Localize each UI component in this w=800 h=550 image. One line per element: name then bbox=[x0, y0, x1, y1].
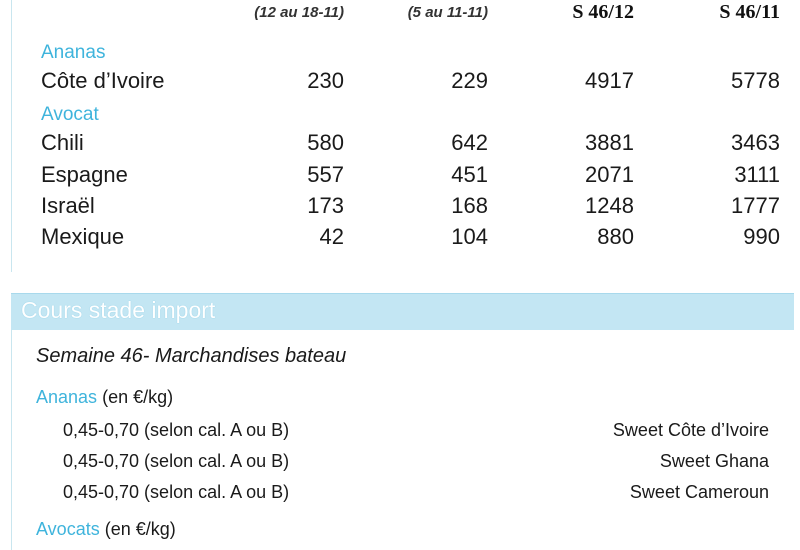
cell-value: 42 bbox=[319, 224, 344, 249]
table-row bbox=[0, 68, 800, 100]
price-category-ananas bbox=[36, 387, 173, 408]
cell-value: 5778 bbox=[731, 68, 780, 93]
row-origin: Espagne bbox=[41, 162, 128, 187]
price-row bbox=[0, 451, 800, 479]
price-range: 0,45-0,70 (selon cal. A ou B) bbox=[63, 420, 290, 440]
cell-value: 104 bbox=[451, 224, 488, 249]
category-unit: (en €/kg) bbox=[102, 387, 174, 407]
cell-value: 3463 bbox=[731, 130, 780, 155]
section-subtitle: Semaine 46- Marchandises bateau bbox=[36, 345, 347, 367]
price-category-avocats bbox=[36, 519, 176, 540]
price-origin: Sweet Cameroun bbox=[629, 482, 769, 502]
category-label: Ananas bbox=[36, 387, 98, 407]
row-origin: Mexique bbox=[41, 224, 125, 249]
cell-value: 229 bbox=[451, 68, 488, 93]
cell-value: 990 bbox=[743, 224, 780, 249]
col-header-week-current: (12 au 18-11) bbox=[254, 4, 344, 21]
table-row bbox=[0, 130, 800, 162]
category-avocat: Avocat bbox=[41, 104, 99, 125]
category-unit: (en €/kg) bbox=[104, 519, 176, 539]
cell-value: 451 bbox=[451, 162, 488, 187]
cell-value: 642 bbox=[451, 130, 488, 155]
table-row bbox=[0, 162, 800, 194]
cell-value: 4917 bbox=[585, 68, 634, 93]
cell-value: 3111 bbox=[734, 162, 780, 187]
price-origin: Sweet Côte d’Ivoire bbox=[612, 420, 769, 440]
cell-value: 168 bbox=[451, 193, 488, 218]
row-origin: Chili bbox=[41, 130, 84, 155]
category-label: Avocats bbox=[36, 519, 100, 539]
col-header-s46-11: S 46/11 bbox=[719, 1, 780, 23]
row-origin: Côte d’Ivoire bbox=[41, 68, 165, 93]
row-origin: Israël bbox=[41, 193, 95, 218]
cell-value: 1248 bbox=[585, 193, 634, 218]
price-range: 0,45-0,70 (selon cal. A ou B) bbox=[63, 482, 290, 502]
category-ananas: Ananas bbox=[41, 42, 106, 63]
col-header-s46-12: S 46/12 bbox=[572, 1, 634, 23]
price-origin: Sweet Ghana bbox=[659, 451, 769, 471]
cell-value: 557 bbox=[307, 162, 344, 187]
section-banner bbox=[11, 293, 794, 330]
cell-value: 1777 bbox=[731, 193, 780, 218]
cell-value: 880 bbox=[597, 224, 634, 249]
table-row bbox=[0, 224, 800, 256]
cell-value: 580 bbox=[307, 130, 344, 155]
table-row bbox=[0, 193, 800, 225]
section-title: Cours stade import bbox=[21, 297, 216, 323]
cell-value: 230 bbox=[307, 68, 344, 93]
cell-value: 2071 bbox=[585, 162, 634, 187]
price-row bbox=[0, 482, 800, 510]
price-range: 0,45-0,70 (selon cal. A ou B) bbox=[63, 451, 290, 471]
col-header-week-previous: (5 au 11-11) bbox=[407, 4, 488, 21]
price-row bbox=[0, 420, 800, 448]
cell-value: 173 bbox=[307, 193, 344, 218]
cell-value: 3881 bbox=[585, 130, 634, 155]
